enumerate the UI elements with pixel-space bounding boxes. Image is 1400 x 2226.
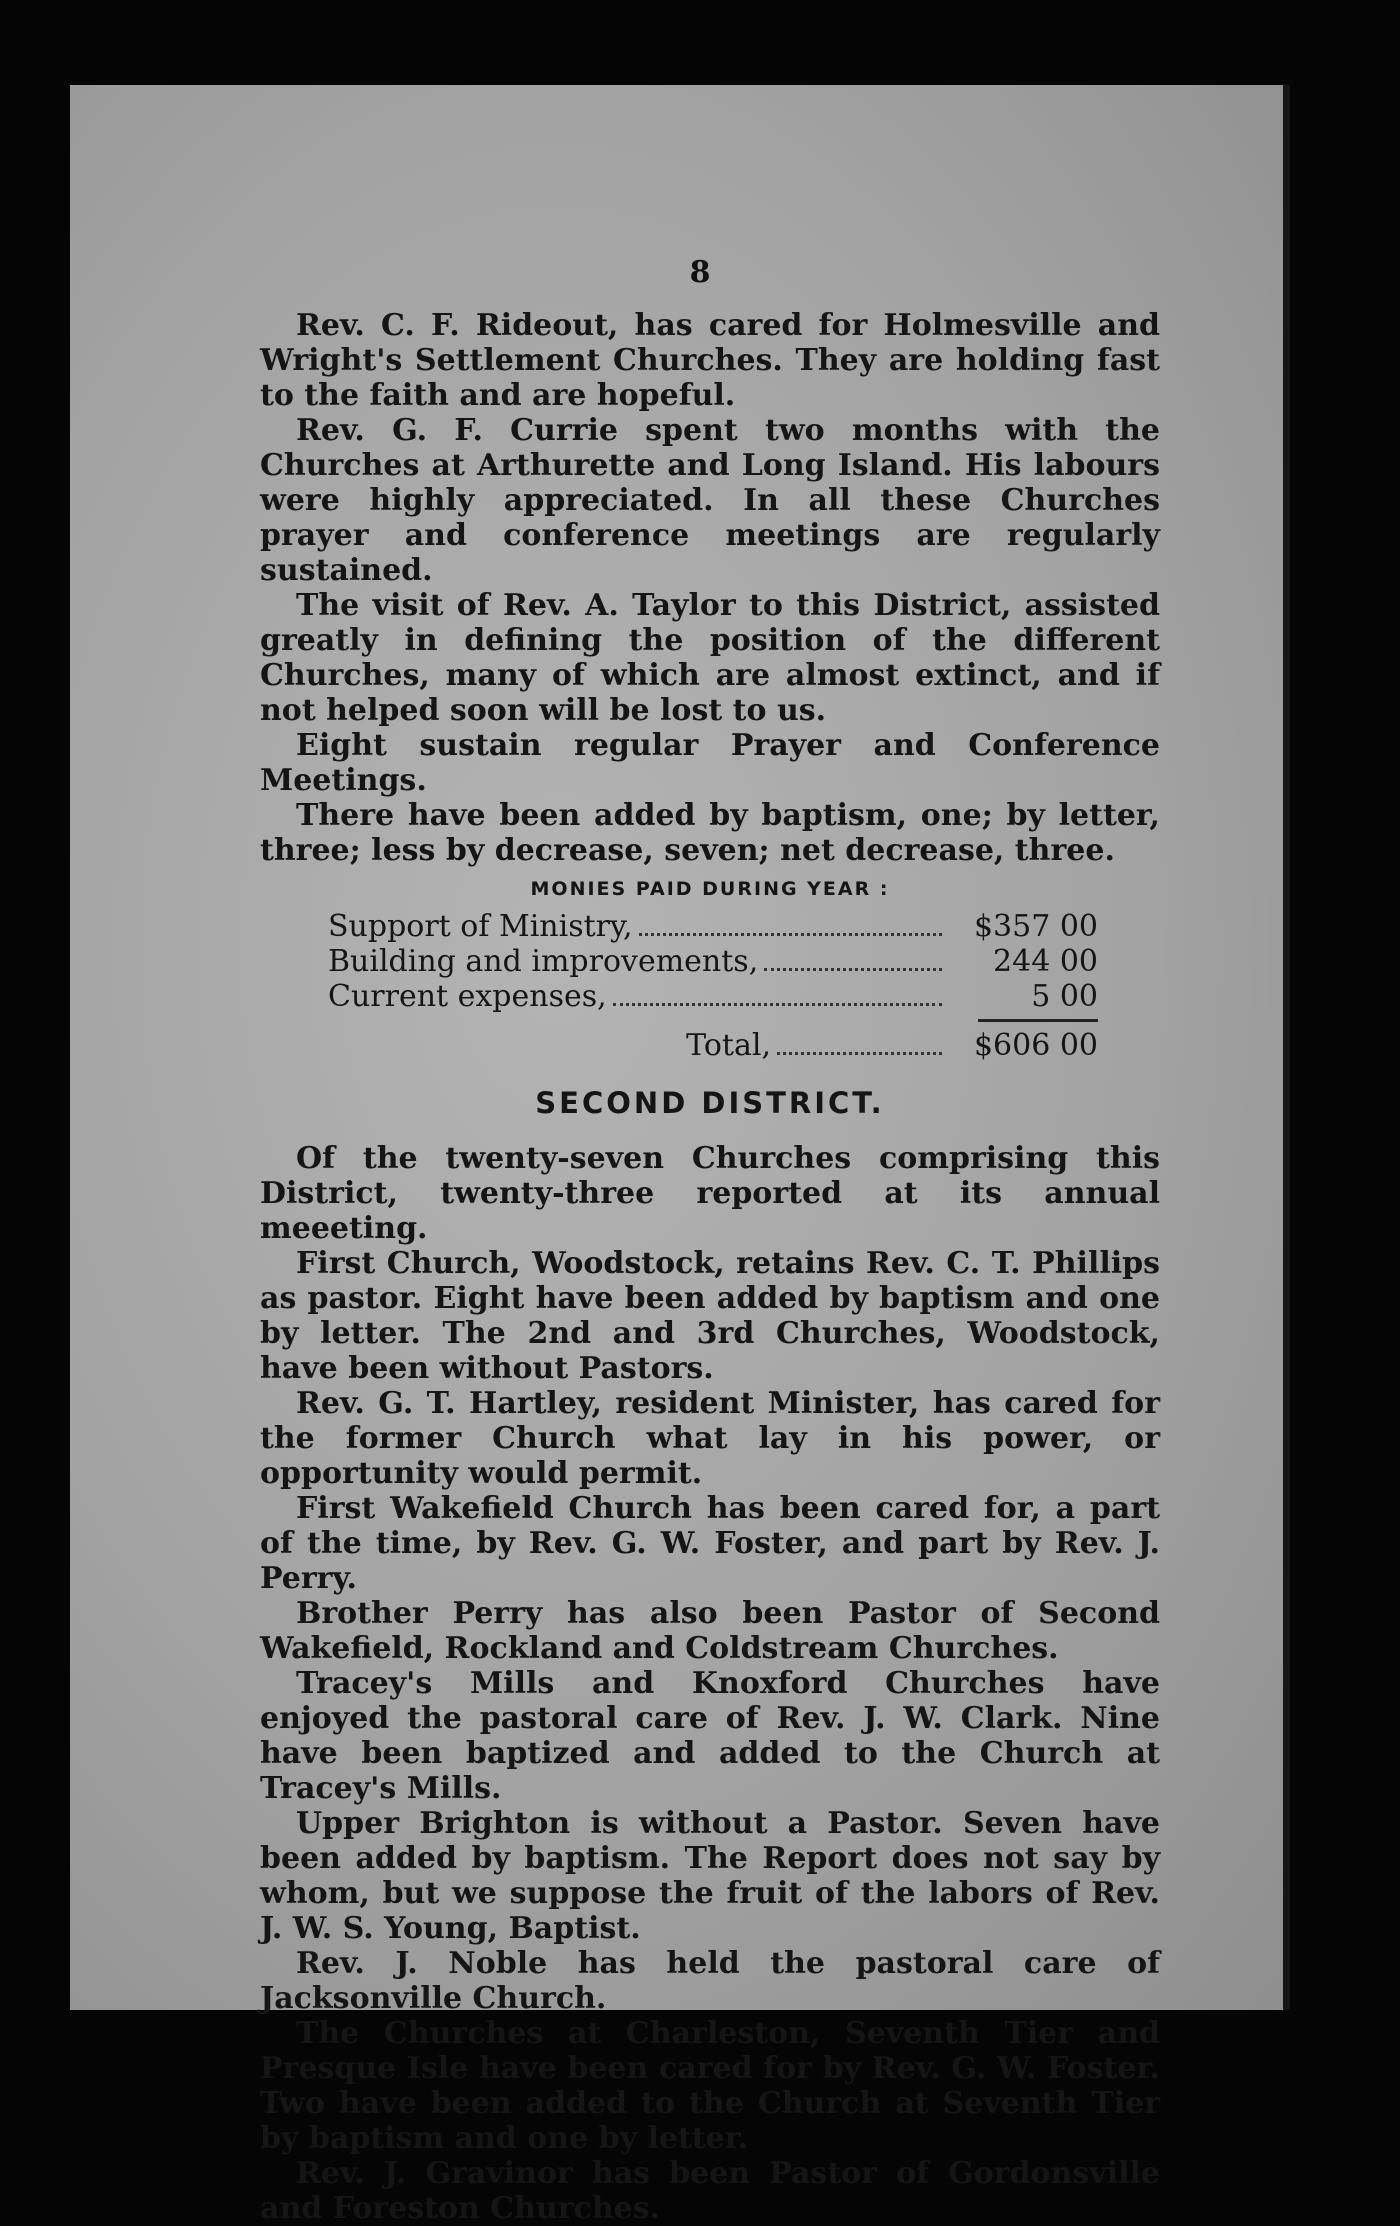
ledger-row (328, 944, 1098, 979)
ledger-row (328, 909, 1098, 944)
page-number: 8 (689, 255, 711, 290)
paragraph: The visit of Rev. A. Taylor to this District, assisted greatly in defining the position of the different Churches, many of which are almost extinct, and if not helped soon will be lost to us. (260, 588, 1160, 728)
paragraph: Rev. C. F. Rideout, has cared for Holmesville and Wright's Settlement Churches. They are holding fast to the faith and are hopeful. (260, 308, 1160, 413)
leader-dots (639, 933, 943, 936)
leader-dots (764, 968, 942, 971)
paragraph: First Church, Woodstock, retains Rev. C. T. Phillips as pastor. Eight have been added by baptism and one by letter. The 2nd and 3rd Churches, Woodstock, have been without Pastors. (260, 1246, 1160, 1386)
ledger-label: Building and improvements, (328, 944, 759, 979)
scan-border (1290, 85, 1400, 2010)
total-amount: $606 00 (973, 1028, 1098, 1063)
ledger-amount: 5 00 (1031, 979, 1098, 1014)
sum-rule-row (328, 1014, 1098, 1028)
paragraph: Tracey's Mills and Knoxford Churches have enjoyed the pastoral care of Rev. J. W. Clark. Nine have been baptized and added to the Church at Tracey's Mills. (260, 1666, 1160, 1806)
monies-heading: MONIES PAID DURING YEAR : (530, 878, 890, 900)
paragraph: Rev. G. T. Hartley, resident Minister, has cared for the former Church what lay in his power, or opportunity would permit. (260, 1386, 1160, 1491)
paragraph: Of the twenty-seven Churches comprising this District, twenty-three reported at its annual meeeting. (260, 1141, 1160, 1246)
ledger-total-row (328, 1028, 1098, 1068)
paragraph: Eight sustain regular Prayer and Conference Meetings. (260, 728, 1160, 798)
page-body (260, 308, 1160, 2226)
ledger-row (328, 979, 1098, 1014)
paragraph: Rev. J. Gravinor has been Pastor of Gordonsville and Foreston Churches. (260, 2156, 1160, 2226)
section-title: SECOND DISTRICT. (535, 1086, 885, 1120)
ledger-amount: 244 00 (993, 944, 1098, 979)
paragraph: There have been added by baptism, one; by letter, three; less by decrease, seven; net decrease, three. (260, 798, 1160, 868)
paragraph: First Wakefield Church has been cared for, a part of the time, by Rev. G. W. Foster, and part by Rev. J. Perry. (260, 1491, 1160, 1596)
paragraph: Upper Brighton is without a Pastor. Seven have been added by baptism. The Report does not say by whom, but we suppose the fruit of the labors of Rev. J. W. S. Young, Baptist. (260, 1806, 1160, 1946)
paragraph: Rev. J. Noble has held the pastoral care of Jacksonville Church. (260, 1946, 1160, 2016)
paragraph: The Churches at Charleston, Seventh Tier and Presque Isle have been cared for by Rev. G. W. Foster. Two have been added to the Church at Seventh Tier by baptism and one by letter. (260, 2016, 1160, 2156)
monies-ledger (328, 909, 1098, 1068)
total-label: Total, (686, 1028, 771, 1063)
ledger-amount: $357 00 (973, 909, 1098, 944)
sum-rule (978, 1019, 1098, 1022)
leader-dots (613, 1003, 942, 1006)
ledger-label: Current expenses, (328, 979, 607, 1014)
ledger-label: Support of Ministry, (328, 909, 633, 944)
paragraph: Rev. G. F. Currie spent two months with the Churches at Arthurette and Long Island. His labours were highly appreciated. In all these Churches prayer and conference meetings are regularly sustained. (260, 413, 1160, 588)
leader-dots (777, 1052, 942, 1055)
paragraph: Brother Perry has also been Pastor of Second Wakefield, Rockland and Coldstream Churches. (260, 1596, 1160, 1666)
